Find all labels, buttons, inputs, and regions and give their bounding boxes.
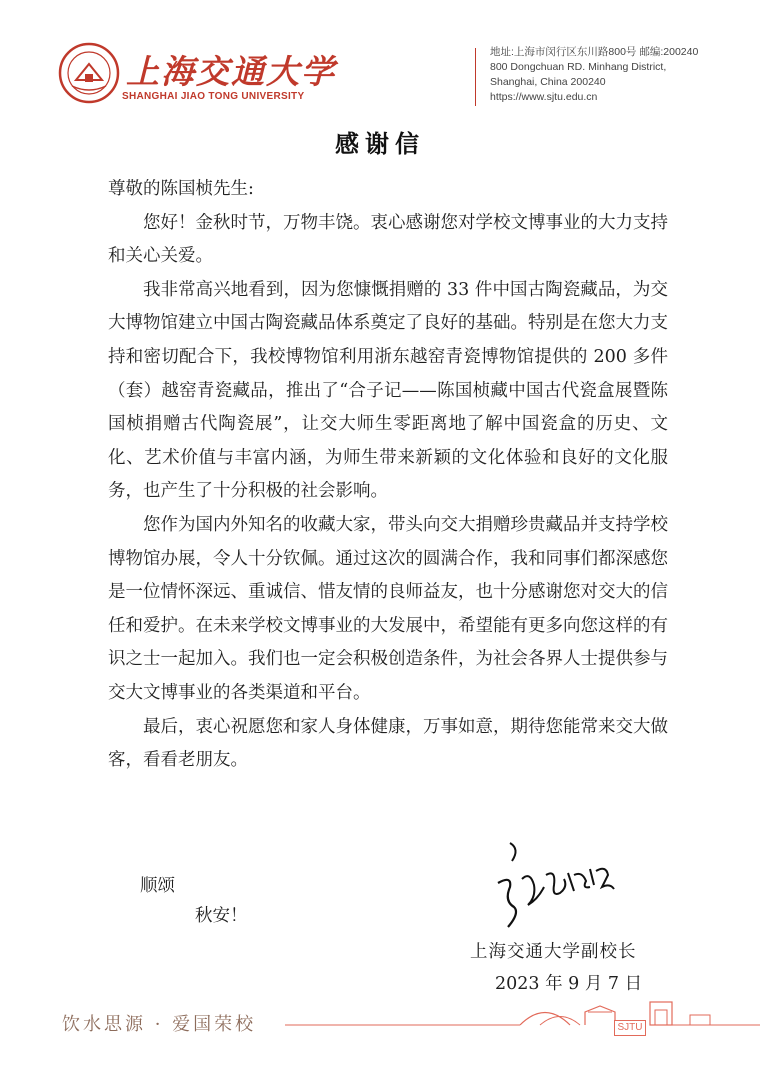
- paragraph: 最后，衷心祝愿您和家人身体健康，万事如意，期待您能常来交大做客，看看老朋友。: [108, 716, 668, 771]
- paragraph: 我非常高兴地看到，因为您慷慨捐赠的 33 件中国古陶瓷藏品，为交大博物馆建立中国古陶瓷藏品体系奠定了良好的基础。特别是在您大力支持和密切配合下，我校博物馆利用浙东越窑青瓷博物馆提供的 200 多件（套）越窑青瓷藏品，推出了“合子记——陈国桢藏中国古代瓷盒展暨陈国桢捐赠古代陶瓷展”，让交大师生零距离地了解中国瓷盒的历史、文化、艺术价值与丰富内涵，为师生带来新颖的文化体验和良好的文化服务，也产生了十分积极的社会影响。: [108, 279, 668, 502]
- letter-date: 2023 年 9 月 7 日: [495, 974, 643, 994]
- address-block: [490, 45, 698, 105]
- website-link[interactable]: https://www.sjtu.edu.cn: [490, 91, 598, 103]
- address-line: Shanghai, China 200240: [490, 76, 606, 88]
- university-motto: 饮水思源 · 爱国荣校: [62, 1014, 257, 1035]
- paragraph: 您作为国内外知名的收藏大家，带头向交大捐赠珍贵藏品并支持学校博物馆办展，令人十分钦佩。通过这次的圆满合作，我和同事们都深感您是一位情怀深远、重诚信、惜友情的良师益友，也十分感谢您对交大的信任和爱护。在未来学校文博事业的大发展中，希望能有更多向您这样的有识之士一起加入。我们也一定会积极创造条件，为社会各界人士提供参与交大文博事业的各类渠道和平台。: [108, 514, 668, 703]
- address-line: 地址:上海市闵行区东川路800号 邮编:200240: [490, 46, 699, 58]
- university-logo-en: SHANGHAI JIAO TONG UNIVERSITY: [122, 91, 305, 102]
- address-line: 800 Dongchuan RD. Minhang District,: [490, 61, 667, 73]
- sjtu-badge: SJTU: [614, 1020, 646, 1036]
- university-logo-cn: 上海交通大学: [126, 52, 336, 91]
- campus-gate-illustration: [0, 990, 760, 1050]
- letter-body: [108, 173, 668, 778]
- signer-title: 上海交通大学副校长: [470, 942, 637, 962]
- header-divider: [475, 48, 476, 106]
- university-seal-icon: [58, 42, 120, 104]
- letterhead: [0, 0, 760, 120]
- handwritten-signature: [490, 835, 620, 945]
- salutation: 尊敬的陈国桢先生:: [108, 179, 254, 199]
- paragraph: 您好！金秋时节，万物丰饶。衷心感谢您对学校文博事业的大力支持和关心关爱。: [108, 212, 668, 267]
- closing-wish: 秋安！: [195, 906, 248, 926]
- closing-greeting: 顺颂: [140, 876, 175, 896]
- letter-title: 感谢信: [335, 129, 425, 158]
